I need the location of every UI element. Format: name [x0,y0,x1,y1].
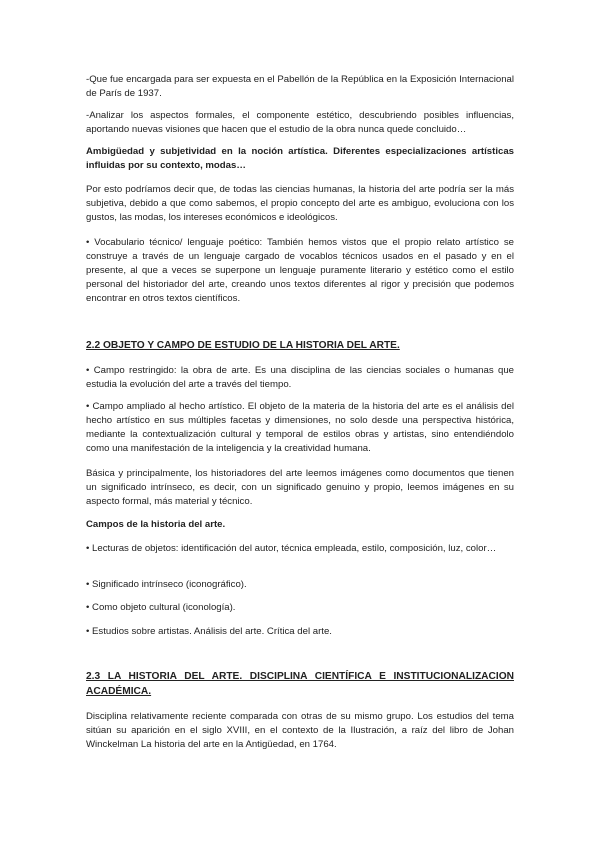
paragraph-basica: Básica y principalmente, los historiadores del arte leemos imágenes como documentos que tienen un significado intrínseco, es decir, con un significado genuino y propio, leemos imágenes en su aspecto formal, más material y técnico. [86,468,514,507]
list-item-significado: • Significado intrínseco (iconográfico). [86,579,247,590]
paragraph-campo-restringido: • Campo restringido: la obra de arte. Es una disciplina de las ciencias sociales o humanas que estudia la evolución del arte a través del tiempo. [86,365,514,390]
paragraph-analizar: -Analizar los aspectos formales, el componente estético, descubriendo posibles influencias, aportando nuevas visiones que hacen que el estudio de la obra nunca quede concluido… [86,110,514,135]
paragraph-ambiguedad: Ambigüedad y subjetividad en la noción artística. Diferentes especializaciones artísticas influidas por su contexto, modas… [86,146,514,171]
list-item-objeto-cultural: • Como objeto cultural (iconología). [86,602,236,613]
list-item-lecturas: • Lecturas de objetos: identificación del autor, técnica empleada, estilo, composición, luz, color… [86,543,497,554]
paragraph-campo-ampliado: • Campo ampliado al hecho artístico. El objeto de la materia de la historia del arte es el análisis del hecho artístico en sus múltiples facetas y dimensiones, no solo desde una perspectiva histórica, mediante la contextualización cultural y temporal de estilos obras y artistas, sino entendiéndolo como una manifestación de la inteligencia y la creatividad humana. [86,401,514,454]
subheading-campos: Campos de la historia del arte. [86,519,226,530]
paragraph-exposicion: -Que fue encargada para ser expuesta en el Pabellón de la República en la Exposición Internacional de París de 1937. [86,74,514,99]
section-heading-2-3: 2.3 LA HISTORIA DEL ARTE. DISCIPLINA CIENTÍFICA E INSTITUCIONALIZACION ACADÉMICA. [86,671,514,697]
paragraph-vocabulario: • Vocabulario técnico/ lenguaje poético: También hemos vistos que el propio relato artístico se construye a través de un lenguaje cargado de vocablos técnicos usados en el pasado y en el presente, al que a veces se superpone un lenguaje puramente literario y estético como el estilo personal del historiador del arte, creando unos textos diferentes al rigor y precisión que podemos encontrar en otros textos científicos. [86,237,514,304]
section-heading-2-2: 2.2 OBJETO Y CAMPO DE ESTUDIO DE LA HISTORIA DEL ARTE. [86,340,400,351]
paragraph-disciplina: Disciplina relativamente reciente comparada con otras de su mismo grupo. Los estudios del tema sitúan su aparición en el siglo XVIII, en el contexto de la Ilustración, a raíz del libro de Johan Winckelman La historia del arte en la Antigüedad, en 1764. [86,711,514,750]
list-item-estudios: • Estudios sobre artistas. Análisis del arte. Crítica del arte. [86,626,332,637]
paragraph-subjetividad: Por esto podríamos decir que, de todas las ciencias humanas, la historia del arte podría ser la más subjetiva, debido a que como sabemos, el propio concepto del arte es ambiguo, evoluciona con los gustos, las modas, los intereses económicos e ideológicos. [86,184,514,223]
